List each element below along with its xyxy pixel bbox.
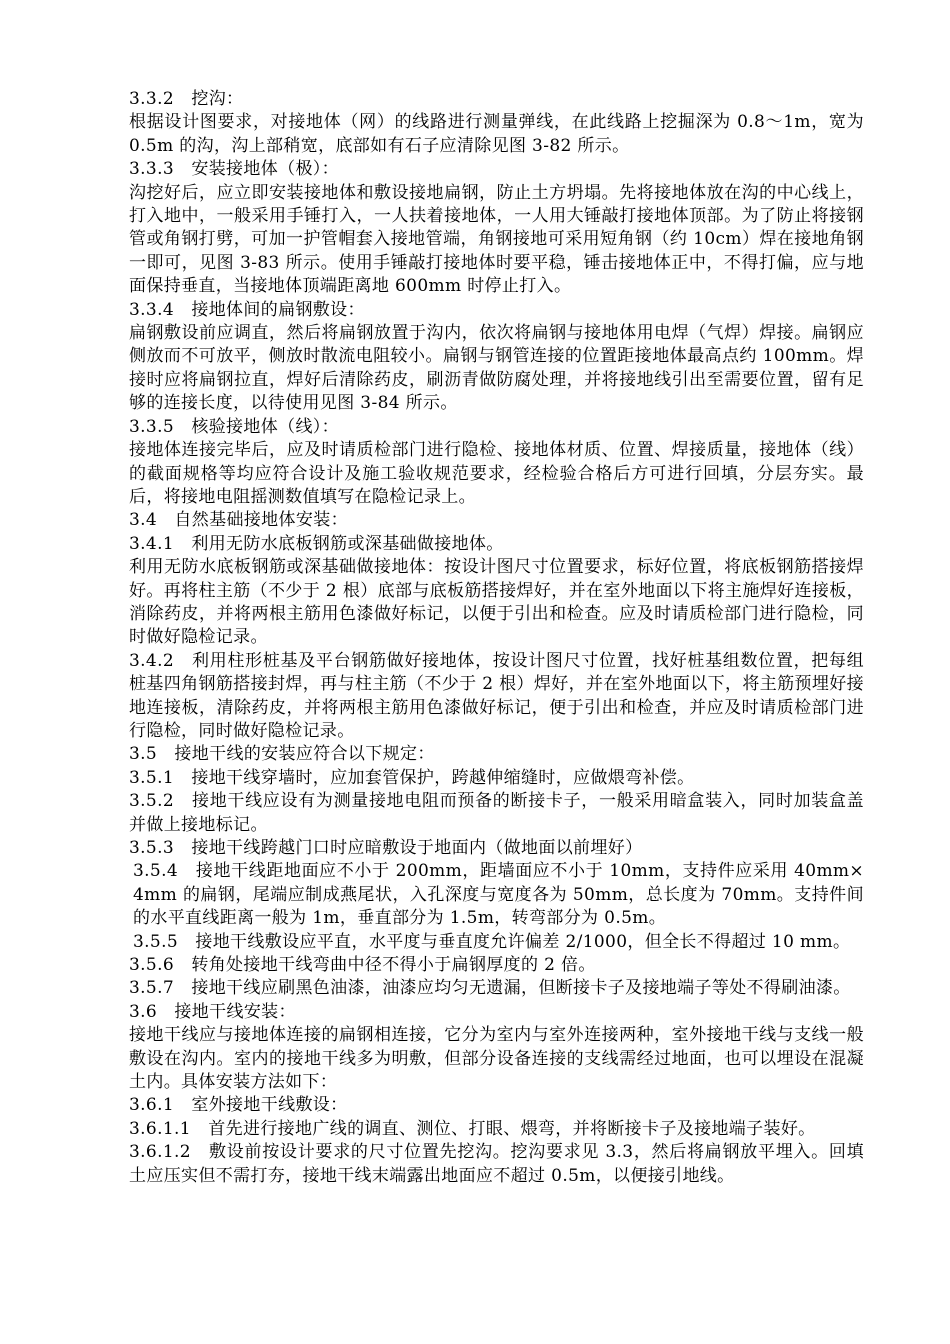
paragraph-3-6-1-2: 3.6.1.2 敷设前按设计要求的尺寸位置先挖沟。挖沟要求见 3.3，然后将扁钢放平埋入。回填土应压实但不需打夯，接地干线末端露出地面应不超过 0.5m，以便接引地线。 — [129, 1142, 864, 1186]
paragraph: 沟挖好后，应立即安装接地体和敷设接地扁钢，防止土方坍塌。先将接地体放在沟的中心线上，打入地中，一般采用手锤打入，一人扶着接地体，一人用大锤敲打接地体顶部。为了防止将接钢管或角钢打劈，可加一护管帽套入接地管端，角钢接地可采用短角钢（约 10cm）焊在接地角钢一即可，见图 3-83 所示。使用手锤敲打接地体时要平稳，锤击接地体正中，不得打偏，应与地面保持垂直，当接地体顶端距离地 600mm 时停止打入。 — [129, 182, 864, 297]
paragraph-3-5-2: 3.5.2 接地干线应设有为测量接地电阻而预备的断接卡子，一般采用暗盒装入，同时加装盒盖并做上接地标记。 — [129, 791, 864, 835]
heading-3-3-5: 3.3.5 核验接地体（线）： — [129, 416, 340, 437]
heading-3-3-3: 3.3.3 安装接地体（极）： — [129, 159, 340, 180]
paragraph-3-5-1: 3.5.1 接地干线穿墙时，应加套管保护，跨越伸缩缝时，应做煨弯补偿。 — [129, 767, 695, 788]
heading-3-6-1: 3.6.1 室外接地干线敷设： — [129, 1095, 348, 1116]
paragraph: 根据设计图要求，对接地体（网）的线路进行测量弹线，在此线路上挖掘深为 0.8～1m，宽为 0.5m 的沟，沟上部稍宽，底部如有石子应清除见图 3-82 所示。 — [129, 112, 864, 156]
heading-3-3-4: 3.3.4 接地体间的扁钢敷设： — [129, 299, 365, 320]
paragraph-3-6-1-1: 3.6.1.1 首先进行接地广线的调直、测位、打眼、煨弯，并将断接卡子及接地端子装好。 — [129, 1118, 816, 1139]
paragraph: 扁钢敷设前应调直，然后将扁钢放置于沟内，依次将扁钢与接地体用电焊（气焊）焊接。扁钢应侧放而不可放平，侧放时散流电阻较小。扁钢与钢管连接的位置距接地体最高点约 100mm。焊接时应将扁钢拉直，焊好后清除药皮，刷沥青做防腐处理，并将接地线引出至需要位置，留有足够的连接长度，以待使用见图 3-84 所示。 — [129, 323, 864, 414]
paragraph-3-4-2: 3.4.2 利用柱形桩基及平台钢筋做好接地体，按设计图尺寸位置，找好桩基组数位置，把每组桩基四角钢筋搭接封焊，再与柱主筋（不少于 2 根）焊好，并在室外地面以下，将主筋预埋好接地连接板，清除药皮，并将两根主筋用色漆做好标记，便于引出和检查，并应及时请质检部门进行隐检，同时做好隐检记录。 — [129, 650, 864, 741]
paragraph: 接地干线应与接地体连接的扁钢相连接，它分为室内与室外连接两种，室外接地干线与支线一般敷设在沟内。室内的接地干线多为明敷，但部分设备连接的支线需经过地面，也可以埋设在混凝土内。具体安装方法如下： — [129, 1025, 864, 1093]
paragraph: 接地体连接完毕后，应及时请质检部门进行隐检、接地体材质、位置、焊接质量，接地体（线）的截面规格等均应符合设计及施工验收规范要求，经检验合格后方可进行回填，分层夯实。最后，将接地电阻摇测数值填写在隐检记录上。 — [129, 440, 864, 507]
document-page — [112, 88, 864, 1188]
paragraph-3-5-3: 3.5.3 接地干线跨越门口时应暗敷设于地面内（做地面以前埋好） — [129, 838, 643, 858]
paragraph-3-5-5: 3.5.5 接地干线敷设应平直，水平度与垂直度允许偏差 2/1000，但全长不得超过 10 mm。 — [133, 931, 851, 952]
paragraph-3-5-6: 3.5.6 转角处接地干线弯曲中径不得小于扁钢厚度的 2 倍。 — [129, 955, 596, 976]
heading-3-5: 3.5 接地干线的安装应符合以下规定： — [129, 744, 435, 765]
heading-3-6: 3.6 接地干线安装： — [129, 1001, 296, 1022]
heading-3-4: 3.4 自然基础接地体安装： — [129, 510, 348, 531]
heading-3-3-2: 3.3.2 挖沟： — [129, 89, 244, 109]
paragraph: 利用无防水底板钢筋或深基础做接地体：按设计图尺寸位置要求，标好位置，将底板钢筋搭接焊好。再将柱主筋（不少于 2 根）底部与底板筋搭接焊好，并在室外地面以下将主施焊好连接板，消除药皮，并将两根主筋用色漆做好标记，以便于引出和检查。应及时请质检部门进行隐检，同时做好隐检记录。 — [129, 557, 864, 648]
paragraph-3-5-4: 3.5.4 接地干线距地面应不小于 200mm，距墙面应不小于 10mm，支持件应采用 40mm×4mm 的扁钢，尾端应制成燕尾状，入孔深度与宽度各为 50mm，总长度为 70mm。支持件间的水平直线距离一般为 1m，垂直部分为 1.5m，转弯部分为 0.5m。 — [133, 861, 864, 929]
heading-3-4-1: 3.4.1 利用无防水底板钢筋或深基础做接地体。 — [129, 533, 504, 554]
paragraph-3-5-7: 3.5.7 接地干线应刷黑色油漆，油漆应均匀无遗漏，但断接卡子及接地端子等处不得刷油漆。 — [129, 978, 851, 999]
